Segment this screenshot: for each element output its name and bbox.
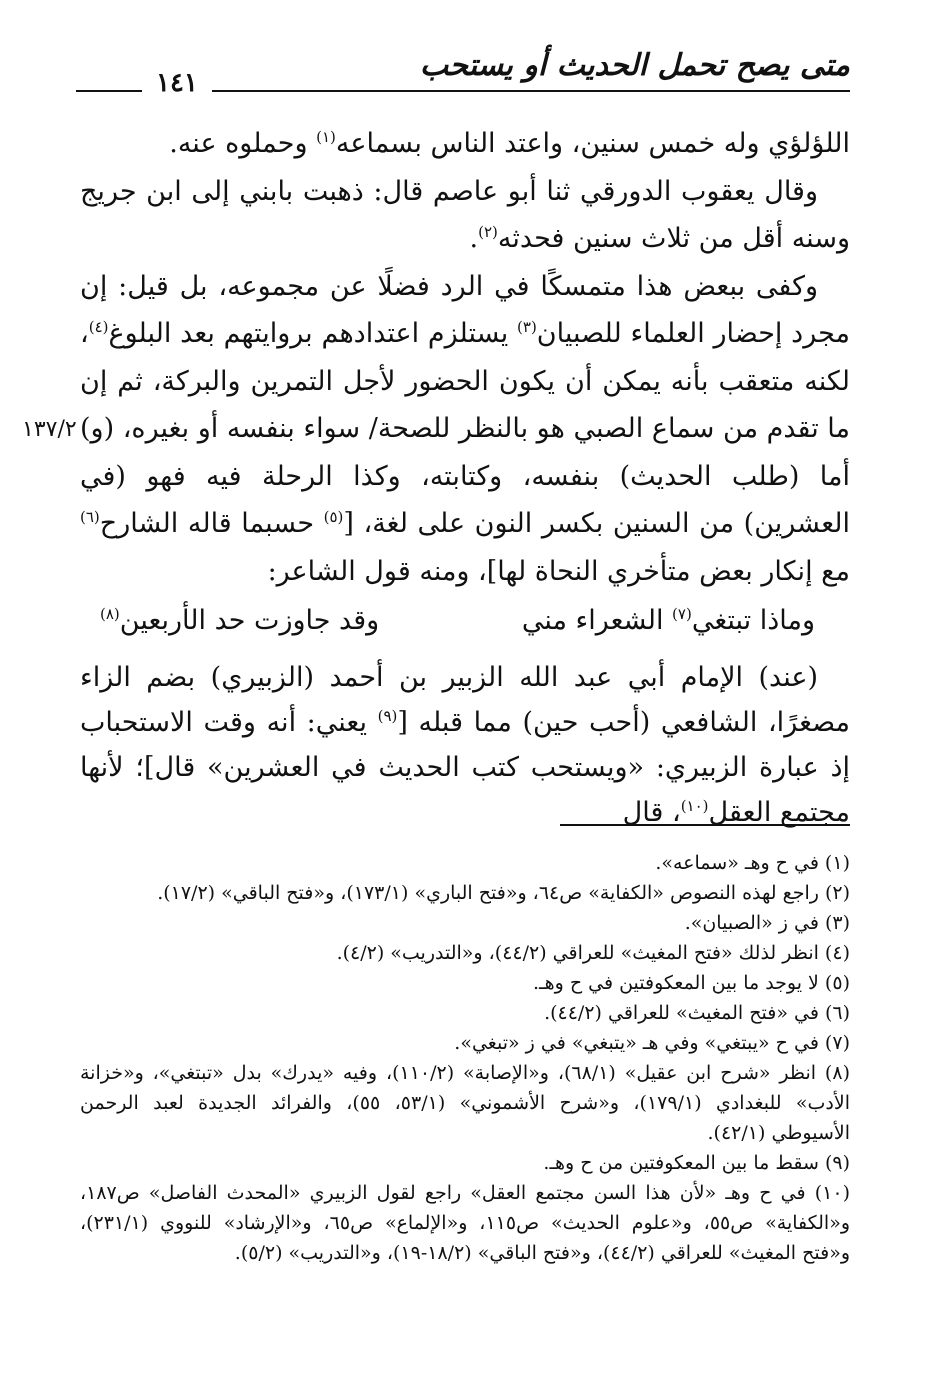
paragraph bbox=[80, 263, 850, 596]
footnote-ref: (٤) bbox=[88, 318, 109, 336]
footnote-ref: (١) bbox=[316, 128, 336, 146]
footnote-separator bbox=[560, 824, 850, 826]
footnote-ref: (١٠) bbox=[680, 797, 709, 815]
poetry-verse bbox=[80, 603, 850, 647]
footnote: (٤) انظر لذلك «فتح المغيث» للعراقي (٤٤/٢)، و«التدريب» (٤/٢). bbox=[336, 942, 850, 964]
paragraph bbox=[80, 120, 850, 168]
footnote: (١) في ح وهـ «سماعه». bbox=[655, 852, 850, 874]
footnote: (٦) في «فتح المغيث» للعراقي (٤٤/٢). bbox=[544, 1002, 850, 1024]
text-run: حسبما قاله الشارح bbox=[99, 508, 324, 539]
text-run: يستلزم اعتدادهم بروايتهم بعد البلوغ bbox=[108, 318, 518, 349]
text-run: الشعراء مني bbox=[521, 605, 673, 636]
footnotes bbox=[80, 848, 850, 1268]
footnote-ref: (٧) bbox=[672, 605, 692, 623]
text-run: يعني: أنه وقت الاستحباب إذ عبارة الزبيري: «ويستحب كتب الحديث في العشرين» قال]؛ لأنها مجتمع العقل bbox=[80, 707, 850, 828]
footnote: (١٠) في ح وهـ «لأن هذا السن مجتمع العقل» راجع لقول الزبيري «المحدث الفاصل» ص١٨٧، و«الكفاية» ص٥٥، و«علوم الحديث» ص١١٥، و«الإلماع» ص٦٥، و«الإرشاد» للنووي (٢٣١/١)، و«فتح المغيث» للعراقي (٤٤/٢)، و«فتح الباقي» (١٨/٢-١٩)، و«التدريب» (٥/٢). bbox=[80, 1182, 850, 1264]
verse-first-hemistich bbox=[522, 605, 815, 636]
footnote-ref: (٣) bbox=[517, 318, 537, 336]
paragraph bbox=[80, 655, 850, 835]
text-run: وقد جاوزت حد الأربعين bbox=[119, 605, 380, 636]
text-run: ، قال bbox=[622, 797, 681, 828]
text-run: . bbox=[469, 223, 479, 254]
running-title: متى يصح تحمل الحديث أو يستحب bbox=[419, 48, 850, 83]
page-number: ١٤١ bbox=[142, 68, 212, 98]
text-run: اللؤلؤي وله خمس سنين، واعتد الناس بسماعه bbox=[335, 128, 850, 159]
footnote: (٩) سقط ما بين المعكوفتين من ح وهـ. bbox=[543, 1152, 850, 1174]
footnote-ref: (٥) bbox=[323, 508, 344, 526]
verse-second-hemistich bbox=[100, 605, 379, 636]
paragraph bbox=[80, 168, 850, 263]
footnote: (٧) في ح «يبتغي» وفي هـ «يتبغي» في ز «تبغي». bbox=[454, 1032, 850, 1054]
main-text-continued bbox=[80, 655, 850, 835]
footnote: (٨) انظر «شرح ابن عقيل» (٦٨/١)، و«الإصابة» (١١٠/٢)، وفيه «يدرك» بدل «تبتغي»، و«خزانة الأدب» للبغدادي (١٧٩/١)، و«شرح الأشموني» (٥٣/١، ٥٥)، والفرائد الجديدة لعبد الرحمن الأسيوطي (٤٢/١). bbox=[80, 1062, 850, 1144]
text-run: وكفى ببعض هذا متمسكًا في الرد فضلًا عن مجموعه، بل قيل: إن مجرد إحضار العلماء للصبيان bbox=[80, 270, 850, 349]
footnote: (٣) في ز «الصبيان». bbox=[684, 912, 850, 934]
footnote-ref: (٢) bbox=[478, 223, 498, 241]
footnote: (٢) راجع لهذه النصوص «الكفاية» ص٦٤، و«فتح الباري» (١٧٣/١)، و«فتح الباقي» (١٧/٢). bbox=[157, 882, 850, 904]
footnote: (٥) لا يوجد ما بين المعكوفتين في ح وهـ. bbox=[532, 972, 850, 994]
text-run: ، لكنه متعقب بأنه يمكن أن يكون الحضور لأجل التمرين والبركة، ثم إن ما تقدم من سماع الصبي هو بالنظر للصحة/ سواء بنفسه أو بغيره، (و) أما (طلب الحديث) بنفسه، وكتابته، وكذا الرحلة فيه فهو (في العشرين) من السنين بكسر النون على لغة، [ bbox=[80, 318, 850, 539]
text-run: وحملوه عنه. bbox=[169, 128, 317, 159]
footnote-ref: (٦) bbox=[80, 508, 100, 526]
text-run: وقال يعقوب الدورقي ثنا أبو عاصم قال: ذهبت بابني إلى ابن جريج وسنه أقل من ثلاث سنين فحدثه bbox=[80, 175, 850, 254]
text-run: مع إنكار بعض متأخري النحاة لها]، ومنه قول الشاعر: bbox=[267, 555, 850, 587]
text-run: وماذا تبتغي bbox=[691, 605, 815, 636]
running-header bbox=[76, 42, 850, 102]
margin-reference: ١٣٧/٢ bbox=[22, 417, 77, 442]
main-text bbox=[80, 120, 850, 595]
footnote-ref: (٩) bbox=[377, 707, 398, 725]
text-run: (عند) الإمام أبي عبد الله الزبير بن أحمد (الزبيري) بضم الزاء مصغرًا، الشافعي (أحب حين) مما قبله [ bbox=[80, 662, 850, 738]
footnote-ref: (٨) bbox=[100, 605, 120, 623]
